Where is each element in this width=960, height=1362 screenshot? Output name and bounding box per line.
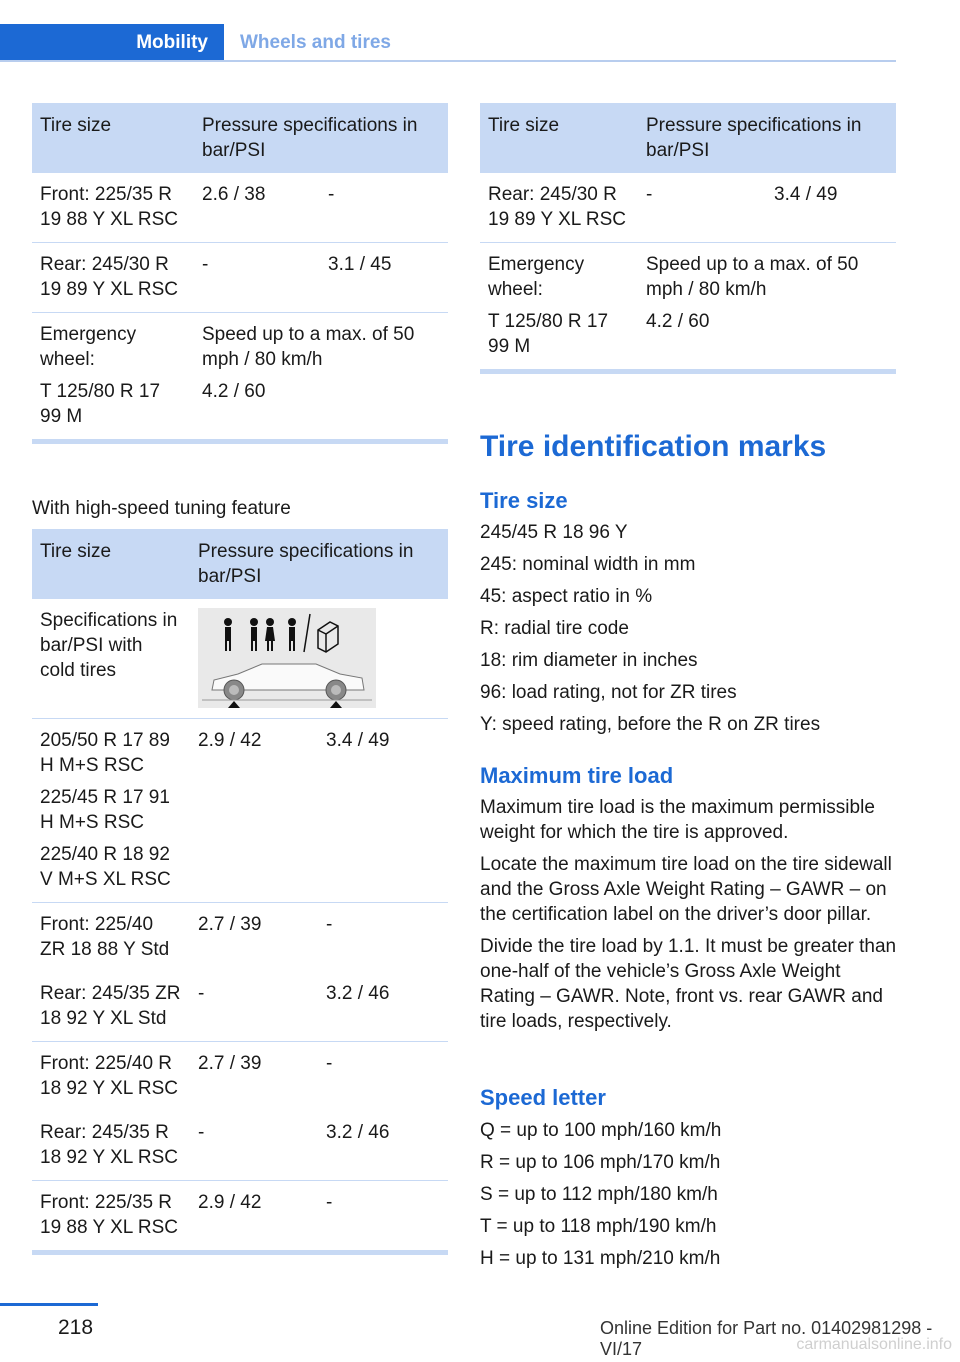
pressure-value: - <box>190 972 318 1042</box>
list-item: H = up to 131 mph/210 km/h <box>480 1248 721 1269</box>
table-row <box>32 243 448 313</box>
edition-text: Online Edition for Part no. 01402981298 - VI/17 <box>600 1318 933 1359</box>
page-number: 218 <box>58 1316 94 1339</box>
tire-size-cell: 205/50 R 17 89 H M+S RSC <box>40 730 170 776</box>
column-header-tire-size: Tire size <box>32 529 190 599</box>
list-item: R = up to 106 mph/170 km/h <box>480 1152 721 1173</box>
table-row-emergency <box>480 243 896 372</box>
pressure-value: - <box>190 1111 318 1181</box>
tire-size-cell: Rear: 245/35 ZR 18 92 Y XL Std <box>32 972 190 1042</box>
tire-size-cell: Rear: 245/30 R 19 89 Y XL RSC <box>32 243 194 313</box>
pressure-value: - <box>194 243 320 313</box>
table-row-spec <box>32 599 448 719</box>
tire-size-cell: T 125/80 R 17 99 M <box>488 311 609 357</box>
emergency-label: Emergency wheel: <box>488 254 585 300</box>
pressure-value: 3.2 / 46 <box>318 1111 448 1181</box>
column-header-pressure: Pressure specifications in bar/PSI <box>638 103 896 173</box>
list-item: 245: nominal width in mm <box>480 554 696 575</box>
tire-size-cell: Rear: 245/30 R 19 89 Y XL RSC <box>480 173 638 243</box>
table-row <box>32 1181 448 1253</box>
column-header-tire-size: Tire size <box>32 103 194 173</box>
section-title: Tire identification marks <box>480 430 827 463</box>
pressure-table-left-top <box>32 103 448 444</box>
emergency-note: Speed up to a max. of 50 mph / 80 km/h <box>202 324 415 370</box>
section-tab: Mobility <box>0 24 224 60</box>
spec-label: Specifications in bar/PSI with cold tires <box>32 599 190 719</box>
table-row <box>480 173 896 243</box>
subsection-tab: Wheels and tires <box>240 32 391 53</box>
tire-size-cell: Front: 225/35 R 19 88 Y XL RSC <box>32 173 194 243</box>
pressure-value: - <box>320 173 448 243</box>
pressure-value: 4.2 / 60 <box>202 381 266 402</box>
pressure-value: 2.7 / 39 <box>198 1053 262 1074</box>
table-row <box>32 1042 448 1112</box>
list-item: R: radial tire code <box>480 618 629 639</box>
pressure-value: 4.2 / 60 <box>646 311 710 332</box>
pressure-value: - <box>638 173 766 243</box>
list-item: 96: load rating, not for ZR tires <box>480 682 737 703</box>
pressure-value: - <box>326 1053 333 1074</box>
paragraph: Divide the tire load by 1.1. It must be greater than one-half of the vehicle’s Gross Axle Weight Rating – GAWR. Note, front vs. rear GAWR and tire loads, respectively. <box>480 936 897 1032</box>
pressure-value: 3.4 / 49 <box>766 173 896 243</box>
tire-size-cell: 225/40 R 18 92 V M+S XL RSC <box>40 844 171 890</box>
heading-speed-letter: Speed letter <box>480 1085 606 1110</box>
pressure-value: 2.9 / 42 <box>190 1181 318 1253</box>
pressure-table-right <box>480 103 896 374</box>
table-row <box>32 1111 448 1181</box>
tire-size-cell: Rear: 245/35 R 18 92 Y XL RSC <box>32 1111 190 1181</box>
tire-size-cell: Front: 225/35 R 19 88 Y XL RSC <box>32 1181 190 1253</box>
pressure-value: 2.6 / 38 <box>194 173 320 243</box>
pressure-table-high-speed <box>32 529 448 1255</box>
table-row-emergency <box>32 313 448 442</box>
emergency-label: Emergency wheel: <box>40 324 137 370</box>
tire-size-list <box>480 520 898 744</box>
pressure-value: 3.2 / 46 <box>318 972 448 1042</box>
table-row <box>32 903 448 973</box>
column-header-tire-size: Tire size <box>480 103 638 173</box>
list-item: Q = up to 100 mph/160 km/h <box>480 1120 722 1141</box>
watermark: carmanualsonline.info <box>796 1336 952 1353</box>
tire-size-cell: 225/45 R 17 91 H M+S RSC <box>40 787 170 833</box>
list-item: 245/45 R 18 96 Y <box>480 522 628 543</box>
tire-size-cell: T 125/80 R 17 99 M <box>40 381 161 427</box>
table-caption: With high-speed tuning feature <box>32 498 291 519</box>
paragraph: Maximum tire load is the maximum permissible weight for which the tire is approved. <box>480 797 875 843</box>
header-rule <box>0 60 896 62</box>
pressure-value: 2.9 / 42 <box>190 719 318 903</box>
heading-max-load: Maximum tire load <box>480 763 674 788</box>
footer-rule <box>0 1303 98 1306</box>
emergency-note: Speed up to a max. of 50 mph / 80 km/h <box>646 254 859 300</box>
pressure-value: - <box>326 914 333 935</box>
page-header <box>0 24 896 62</box>
pressure-value: 3.1 / 45 <box>320 243 448 313</box>
column-header-pressure: Pressure specifications in bar/PSI <box>194 103 448 173</box>
tire-size-cell: Front: 225/40 ZR 18 88 Y Std <box>40 914 170 960</box>
table-row <box>32 972 448 1042</box>
max-load-text <box>480 795 898 1041</box>
speed-letter-list <box>480 1118 898 1278</box>
table-row <box>32 719 448 903</box>
table-row <box>32 173 448 243</box>
pressure-value: - <box>318 1181 448 1253</box>
list-item: 45: aspect ratio in % <box>480 586 653 607</box>
column-header-pressure: Pressure specifications in bar/PSI <box>190 529 448 599</box>
paragraph: Locate the maximum tire load on the tire sidewall and the Gross Axle Weight Rating – GAWR – on the certification label on the driver’s door pillar. <box>480 854 892 925</box>
load-condition-figure <box>198 608 376 708</box>
list-item: T = up to 118 mph/190 km/h <box>480 1216 717 1237</box>
list-item: Y: speed rating, before the R on ZR tires <box>480 714 821 735</box>
tire-size-cell: Front: 225/40 R 18 92 Y XL RSC <box>40 1053 179 1099</box>
list-item: 18: rim diameter in inches <box>480 650 698 671</box>
list-item: S = up to 112 mph/180 km/h <box>480 1184 718 1205</box>
pressure-value: 3.4 / 49 <box>318 719 448 903</box>
pressure-value: 2.7 / 39 <box>198 914 262 935</box>
heading-tire-size: Tire size <box>480 488 568 513</box>
